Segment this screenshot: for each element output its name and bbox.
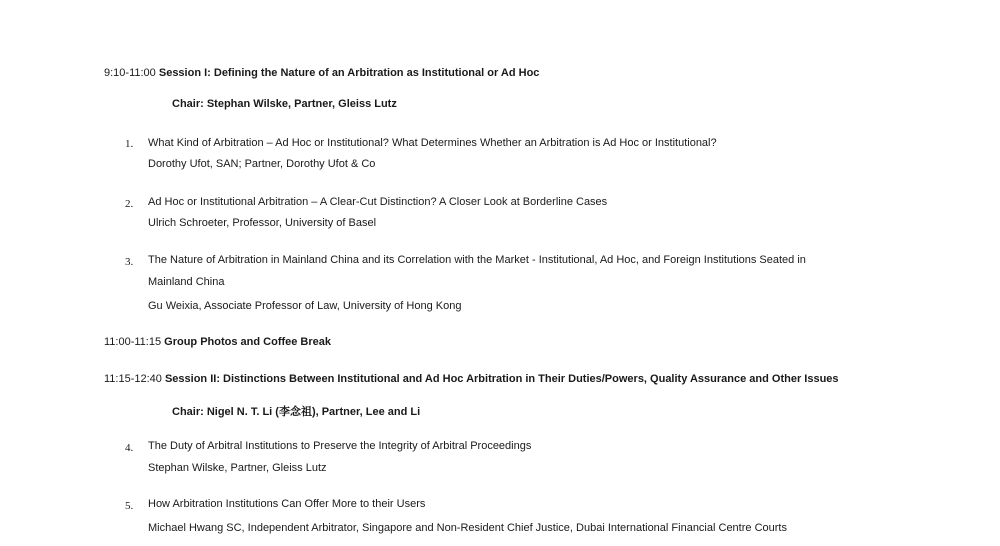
session-2-chair: Chair: Nigel N. T. Li (李念祖), Partner, Lee and Li [172, 406, 421, 418]
session-1-chair: Chair: Stephan Wilske, Partner, Gleiss Lutz [172, 98, 397, 110]
session-1-heading [104, 66, 539, 80]
item-4-number: 4. [125, 442, 134, 454]
session-2-heading [104, 372, 839, 386]
item-1-speaker: Dorothy Ufot, SAN; Partner, Dorothy Ufot & Co [148, 158, 376, 170]
item-3-title-line-1: The Nature of Arbitration in Mainland China and its Correlation with the Market - Institutional, Ad Hoc, and Foreign Institutions Seated in [148, 254, 806, 266]
item-5-speaker: Michael Hwang SC, Independent Arbitrator, Singapore and Non-Resident Chief Justice, Dubai International Financial Centre Courts [148, 522, 787, 534]
item-2-speaker: Ulrich Schroeter, Professor, University of Basel [148, 217, 377, 229]
item-3-speaker: Gu Weixia, Associate Professor of Law, University of Hong Kong [148, 300, 462, 312]
session-1-title: Session I: Defining the Nature of an Arbitration as Institutional or Ad Hoc [158, 67, 540, 79]
break-heading [104, 335, 331, 349]
item-2-title: Ad Hoc or Institutional Arbitration – A Clear-Cut Distinction? A Closer Look at Borderline Cases [148, 196, 608, 208]
break-time: 11:00-11:15 [104, 336, 162, 348]
session-2-time: 11:15-12:40 [104, 373, 162, 385]
item-5-number: 5. [125, 500, 134, 512]
item-4-speaker: Stephan Wilske, Partner, Gleiss Lutz [148, 462, 327, 474]
item-1-number: 1. [125, 138, 134, 150]
item-3-title-line-2: Mainland China [148, 276, 225, 288]
item-3-number: 3. [125, 256, 134, 268]
session-2-title: Session II: Distinctions Between Institutional and Ad Hoc Arbitration in Their Duties/Powers, Quality Assurance and Other Issues [164, 373, 839, 385]
item-5-title: How Arbitration Institutions Can Offer More to their Users [148, 498, 426, 510]
item-1-title: What Kind of Arbitration – Ad Hoc or Institutional? What Determines Whether an Arbitration is Ad Hoc or Institutional? [148, 137, 717, 149]
break-title: Group Photos and Coffee Break [164, 336, 332, 348]
item-4-title: The Duty of Arbitral Institutions to Preserve the Integrity of Arbitral Proceedings [148, 440, 532, 452]
session-1-time: 9:10-11:00 [104, 67, 156, 79]
item-2-number: 2. [125, 198, 134, 210]
